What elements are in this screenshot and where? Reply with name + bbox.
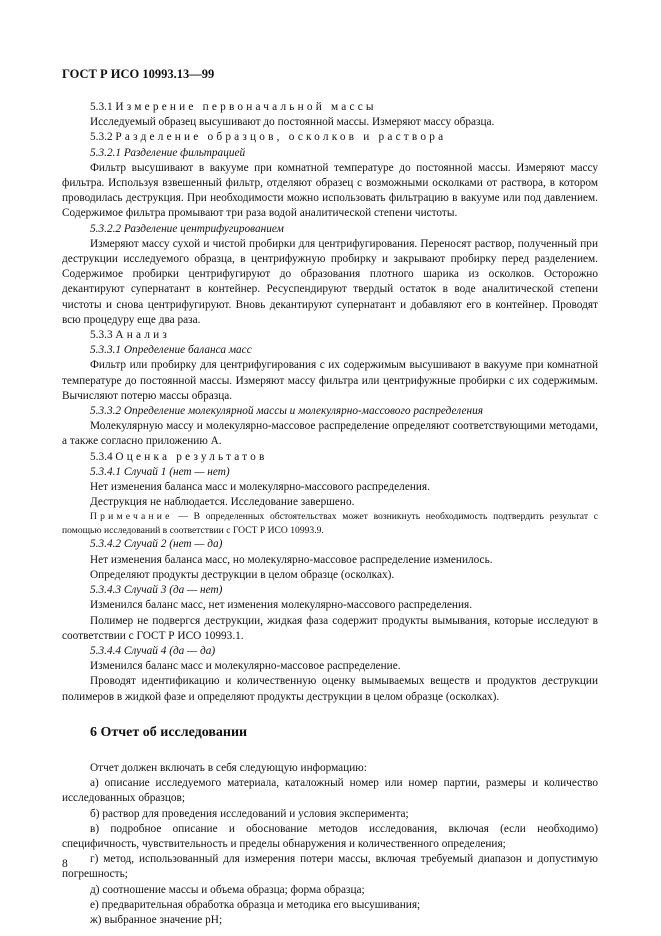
paragraph: Нет изменения баланса масс и молекулярно-массового распределения. bbox=[90, 481, 430, 494]
clause-heading: 5.3.3.1 Определение баланса масс bbox=[90, 344, 252, 357]
clause-heading: 5.3.2.2 Разделение центрифугированием bbox=[90, 222, 284, 235]
subsection-heading bbox=[62, 130, 598, 145]
paragraph: Определяют продукты деструкции в целом образце (осколках). bbox=[90, 568, 395, 581]
subsection-number: 5.3.4 bbox=[90, 450, 113, 463]
subsection-title: Оценка результатов bbox=[115, 450, 268, 463]
paragraph: Изменился баланс масс и молекулярно-массовое распределение. bbox=[90, 660, 401, 673]
clause-heading: 5.3.4.1 Случай 1 (нет — нет) bbox=[90, 465, 230, 478]
paragraph: Деструкция не наблюдается. Исследование завершено. bbox=[90, 496, 355, 509]
clause-heading: 5.3.4.4 Случай 4 (да — да) bbox=[90, 644, 216, 657]
paragraph: е) предварительная обработка образца и методика его высушивания; bbox=[90, 898, 421, 911]
page-header: ГОСТ Р ИСО 10993.13—99 bbox=[62, 67, 215, 81]
clause-heading: 5.3.2.1 Разделение фильтрацией bbox=[90, 146, 246, 159]
paragraph: Молекулярную массу и молекулярно-массовое распределение определяют соответствующими методами, а также согласно приложению А. bbox=[62, 420, 598, 448]
paragraph: Отчет должен включать в себя следующую информацию: bbox=[90, 761, 367, 774]
paragraph: ж) выбранное значение pH; bbox=[90, 913, 223, 926]
subsection-number: 5.3.1 bbox=[90, 101, 113, 113]
subsection-number: 5.3.3 bbox=[90, 329, 113, 342]
subsection-heading bbox=[62, 450, 598, 465]
subsection-title: Измерение первоначальной массы bbox=[115, 101, 377, 113]
paragraph: Измеряют массу сухой и чистой пробирки для центрифугирования. Переносят раствор, полученный при деструкции исследуемого образца, в центрифужную пробирку и закрывают пробирку перед разделением. Содержимое пробирки центрифугируют до образования плотного шарика из осколков. Осторожно декантируют супернатант в контейнер. Ресуспендируют твердый остаток в воде аналитической степени чистоты и снова центрифугируют. Вновь декантируют супернатант и добавляют его в контейнер. Проводят всю процедуру еще два раза. bbox=[62, 237, 598, 326]
document-body bbox=[62, 100, 598, 928]
paragraph: Проводят идентификацию и количественную оценку вымываемых веществ и продуктов деструкции полимеров в жидкой фазе и определяют продукты деструкции в целом образце (осколках). bbox=[62, 675, 598, 703]
clause-heading: 5.3.4.2 Случай 2 (нет — да) bbox=[90, 538, 223, 551]
paragraph: в) подробное описание и обоснование методов исследования, включая (если необходимо) специфичность, чувствительность и пределы обнаружения и количественного определения; bbox=[62, 822, 598, 850]
note-paragraph bbox=[62, 510, 598, 537]
paragraph: а) описание исследуемого материала, каталожный номер или номер партии, размеры и количество исследованных образцов; bbox=[62, 777, 598, 805]
paragraph: б) раствор для проведения исследований и условия эксперимента; bbox=[90, 807, 409, 820]
paragraph: г) метод, использованный для измерения потери массы, включая требуемый диапазон и допустимую погрешность; bbox=[62, 853, 598, 881]
subsection-title: Разделение образцов, осколков и раствора bbox=[115, 131, 447, 144]
clause-heading: 5.3.3.2 Определение молекулярной массы и молекулярно-массового распределения bbox=[90, 405, 483, 418]
note-label: Примечание bbox=[90, 511, 173, 523]
subsection-number: 5.3.2 bbox=[90, 131, 113, 144]
subsection-title: Анализ bbox=[115, 329, 171, 342]
note-text: — В определенных обстоятельствах может возникнуть необходимость подтвердить результат с помощью исследований в соответствии с ГОСТ Р ИСО 10993.9. bbox=[62, 511, 598, 536]
subsection-heading bbox=[62, 100, 598, 115]
paragraph: Исследуемый образец высушивают до постоянной массы. Измеряют массу образца. bbox=[90, 116, 495, 129]
subsection-heading bbox=[62, 328, 598, 343]
paragraph: Нет изменения баланса масс, но молекулярно-массовое распределение изменилось. bbox=[90, 553, 493, 566]
section-heading: 6 Отчет об исследовании bbox=[90, 724, 248, 740]
clause-heading: 5.3.4.3 Случай 3 (да — нет) bbox=[90, 584, 223, 597]
paragraph: Полимер не подвергся деструкции, жидкая фаза содержит продукты вымывания, которые исследуют в соответствии с ГОСТ Р ИСО 10993.1. bbox=[62, 614, 598, 642]
paragraph: д) соотношение массы и объема образца; форма образца; bbox=[90, 883, 365, 896]
paragraph: Фильтр высушивают в вакууме при комнатной температуре до постоянной массы. Измеряют массу фильтра. Используя взвешенный фильтр, отделяют образец с возможными осколками от раствора, в котором проводилась деструкция. При необходимости можно использовать фильтрацию в вакууме или под давлением. Содержимое фильтра промывают три раза водой аналитической степени чистоты. bbox=[62, 161, 598, 220]
page-number: 8 bbox=[62, 858, 68, 870]
paragraph: Изменился баланс масс, нет изменения молекулярно-массового распределения. bbox=[90, 599, 473, 612]
paragraph: Фильтр или пробирку для центрифугирования с их содержимым высушивают в вакууме при комнатной температуре до постоянной массы. Измеряют массу фильтра или центрифужные пробирки с их содержимым. Вычисляют потерю массы образца. bbox=[62, 359, 598, 402]
